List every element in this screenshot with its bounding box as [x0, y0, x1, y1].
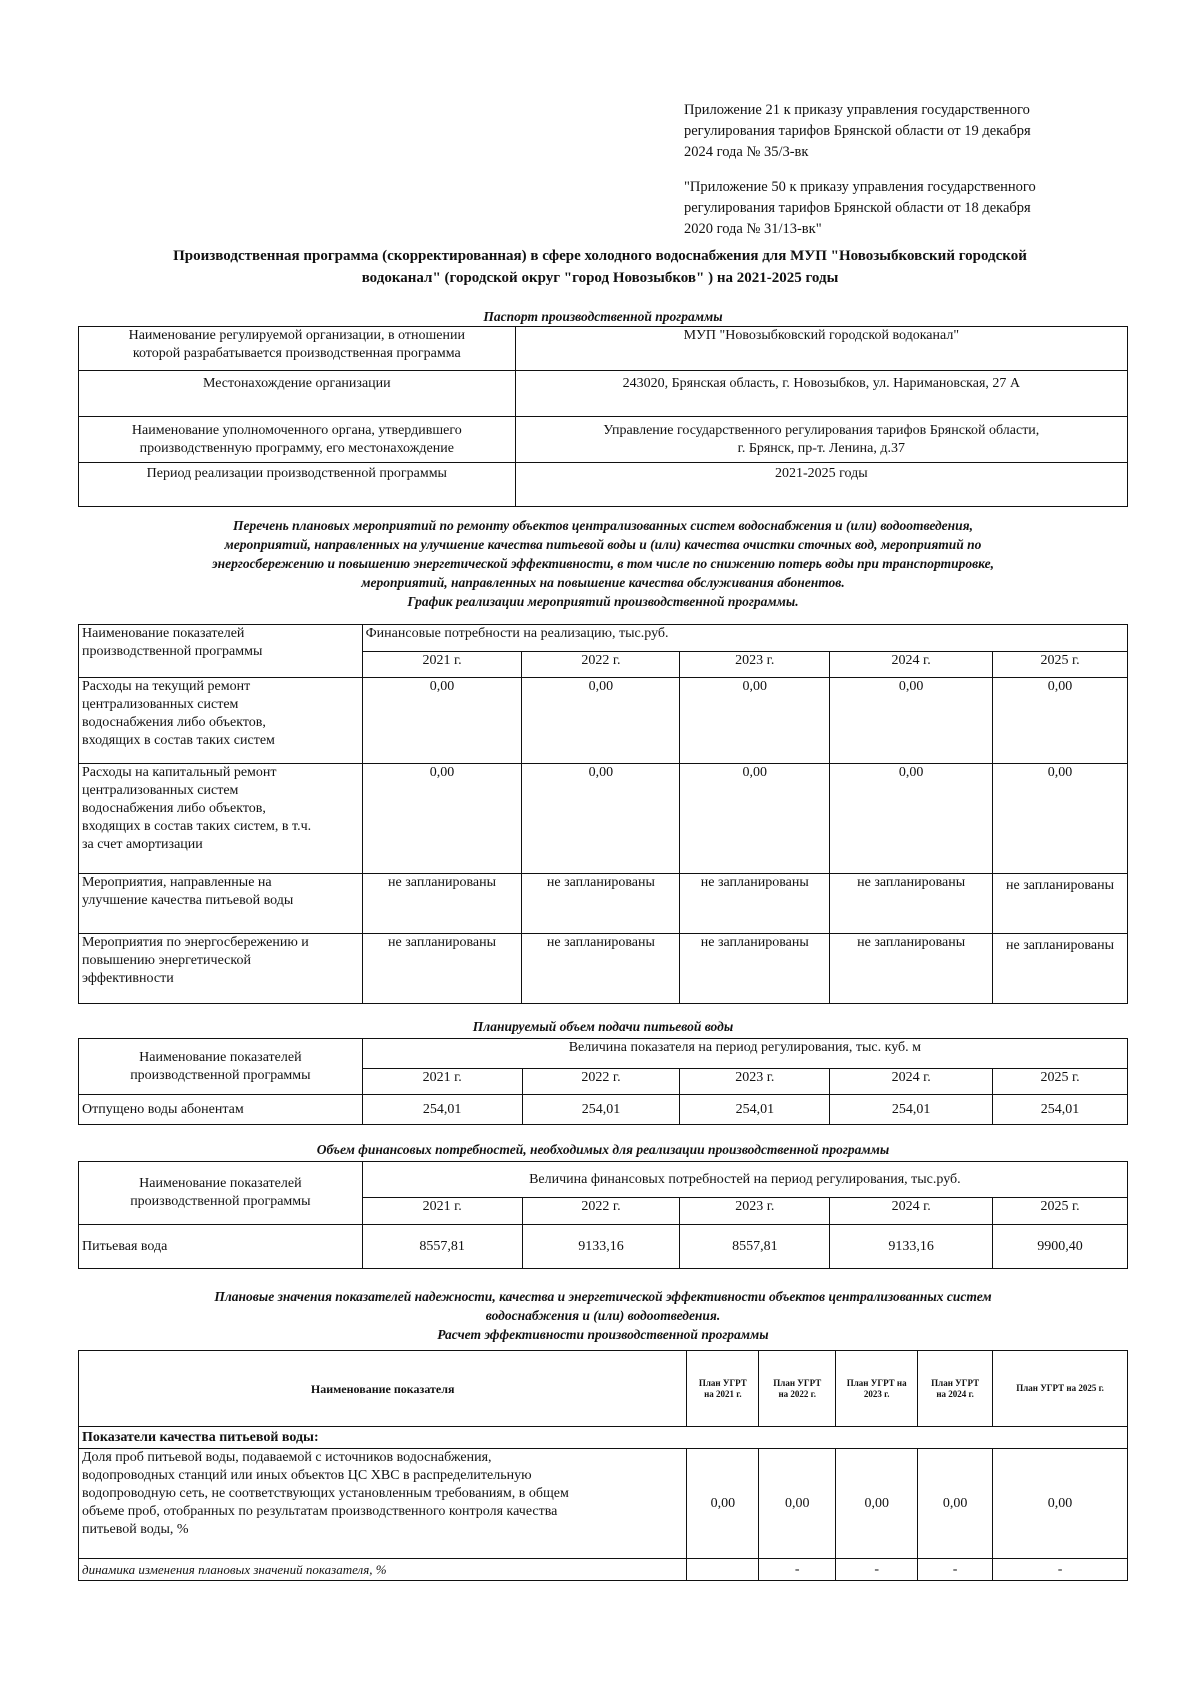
appendix-line: "Приложение 50 к приказу управления государственного [684, 179, 1036, 195]
measures-caption: Перечень плановых мероприятий по ремонту объектов централизованных систем водоснабжения и (или) водоотведения, мероприятий, направленных на улучшение качества питьевой воды и (или) качества очистки сточных вод, мероприятий по энергосбережению и повышению энергетической эффективности, в том числе по снижению потерь воды при транспортировке, мероприятий, направленных на повышение качества обслуживания абонентов. График реализации мероприятий производственной программы. [212, 518, 994, 609]
year-header: 2022 г. [522, 1069, 680, 1095]
passport-table [78, 326, 1128, 507]
table-row [79, 1559, 1128, 1581]
table-row [79, 1427, 1128, 1449]
row-label: Доля проб питьевой воды, подаваемой с источников водоснабжения, водопроводных станций или иных объектов ЦС ХВС в распределительную водопроводную сеть, не соответствующих установленным требованиям, в общем объеме проб, отобранных по результатам производственного контроля качества питьевой воды, % [79, 1449, 687, 1559]
table-header-row [79, 1039, 1128, 1069]
table-row [79, 1449, 1128, 1559]
cell-value: 254,01 [362, 1095, 522, 1125]
cell-value: не запланированы [522, 934, 680, 1004]
row-label: Расходы на капитальный ремонт централизованных систем водоснабжения либо объектов, входящих в состав таких систем, в т.ч. за счет амортизации [79, 764, 363, 874]
cell-value [687, 1559, 759, 1581]
efficiency-table [78, 1350, 1128, 1581]
cell-value: 9133,16 [830, 1225, 993, 1269]
volume-caption: Планируемый объем подачи питьевой воды [472, 1019, 734, 1034]
cell-value: 9133,16 [522, 1225, 680, 1269]
cell-value: не запланированы [362, 934, 522, 1004]
cell-value: 254,01 [993, 1095, 1128, 1125]
table-row [79, 371, 1128, 417]
head-group: Величина финансовых потребностей на период регулирования, тыс.руб. [362, 1162, 1127, 1198]
head-group: Финансовые потребности на реализацию, тыс.руб. [362, 625, 1127, 652]
appendix-line: Приложение 21 к приказу управления государственного [684, 102, 1030, 118]
passport-label: Наименование регулируемой организации, в отношении которой разрабатывается производственная программа [79, 327, 516, 371]
cell-value: не запланированы [830, 934, 993, 1004]
head-label: Наименование показателей производственной программы [79, 1162, 363, 1225]
cell-value: не запланированы [522, 874, 680, 934]
year-header: 2021 г. [362, 652, 522, 678]
cell-value: 8557,81 [680, 1225, 830, 1269]
year-header: 2023 г. [680, 1198, 830, 1225]
cell-value: не запланированы [993, 874, 1128, 934]
title-line: Производственная программа (скорректированная) в сфере холодного водоснабжения для МУП "Новозыбковский городской [173, 248, 1027, 264]
cell-value: 0,00 [687, 1449, 759, 1559]
cell-value: 0,00 [836, 1449, 918, 1559]
appendix-original [684, 177, 1124, 240]
cell-value: - [759, 1559, 836, 1581]
passport-caption: Паспорт производственной программы [483, 309, 723, 324]
measures-table [78, 624, 1128, 1004]
cell-value: - [836, 1559, 918, 1581]
dynamics-label: динамика изменения плановых значений показателя, % [79, 1559, 687, 1581]
cell-value: не запланированы [830, 874, 993, 934]
year-header: 2021 г. [362, 1069, 522, 1095]
cell-value: не запланированы [680, 934, 830, 1004]
cell-value: 0,00 [993, 1449, 1128, 1559]
efficiency-caption: Плановые значения показателей надежности, качества и энергетической эффективности объектов централизованных систем водоснабжения и (или) водоотведения. Расчет эффективности производственной программы [214, 1289, 992, 1342]
cell-value: 0,00 [918, 1449, 993, 1559]
cell-value: 0,00 [993, 678, 1128, 764]
title-line: водоканал" (городской округ "город Новозыбков" ) на 2021-2025 годы [361, 270, 839, 286]
cell-value: 0,00 [830, 764, 993, 874]
table-header-row [79, 1162, 1128, 1198]
year-header: 2024 г. [830, 1198, 993, 1225]
row-label: Мероприятия, направленные на улучшение качества питьевой воды [79, 874, 363, 934]
passport-value: 2021-2025 годы [515, 463, 1127, 507]
cell-value: 0,00 [362, 764, 522, 874]
appendix-line: регулирования тарифов Брянской области от 19 декабря [684, 123, 1031, 139]
cell-value: не запланированы [362, 874, 522, 934]
cell-value: 254,01 [830, 1095, 993, 1125]
table-row [79, 327, 1128, 371]
cell-value: 0,00 [830, 678, 993, 764]
cell-value: - [918, 1559, 993, 1581]
year-header: 2022 г. [522, 1198, 680, 1225]
plan-header: План УГРТ на 2023 г. [836, 1351, 918, 1427]
head-group: Величина показателя на период регулирования, тыс. куб. м [362, 1039, 1127, 1069]
passport-label: Наименование уполномоченного органа, утвердившего производственную программу, его местонахождение [79, 417, 516, 463]
cell-value: 0,00 [680, 678, 830, 764]
passport-value: 243020, Брянская область, г. Новозыбков, ул. Наримановская, 27 А [515, 371, 1127, 417]
cell-value: 9900,40 [993, 1225, 1128, 1269]
year-header: 2021 г. [362, 1198, 522, 1225]
table-header-row [79, 625, 1128, 652]
cell-value: 254,01 [680, 1095, 830, 1125]
finance-caption: Объем финансовых потребностей, необходимых для реализации производственной программы [316, 1142, 890, 1157]
finance-table [78, 1161, 1128, 1269]
row-label: Отпущено воды абонентам [79, 1095, 363, 1125]
appendix-line: 2024 года № 35/3-вк [684, 144, 809, 160]
cell-value: 0,00 [522, 764, 680, 874]
table-row [79, 764, 1128, 874]
plan-header: План УГРТ на 2021 г. [687, 1351, 759, 1427]
passport-value: Управление государственного регулирования тарифов Брянской области, г. Брянск, пр-т. Ленина, д.37 [515, 417, 1127, 463]
year-header: 2023 г. [680, 652, 830, 678]
cell-value: - [993, 1559, 1128, 1581]
document-title [100, 245, 1100, 289]
plan-header: План УГРТ на 2022 г. [759, 1351, 836, 1427]
cell-value: 8557,81 [362, 1225, 522, 1269]
head-label: Наименование показателя [79, 1351, 687, 1427]
volume-table [78, 1038, 1128, 1125]
appendix-line: регулирования тарифов Брянской области от 18 декабря [684, 200, 1031, 216]
passport-value: МУП "Новозыбковский городской водоканал" [515, 327, 1127, 371]
row-label: Расходы на текущий ремонт централизованных систем водоснабжения либо объектов, входящих в состав таких систем [79, 678, 363, 764]
table-header-row [79, 1351, 1128, 1427]
table-row [79, 874, 1128, 934]
head-label: Наименование показателей производственной программы [79, 1039, 363, 1095]
year-header: 2024 г. [830, 1069, 993, 1095]
year-header: 2022 г. [522, 652, 680, 678]
cell-value: не запланированы [680, 874, 830, 934]
row-label: Мероприятия по энергосбережению и повышению энергетической эффективности [79, 934, 363, 1004]
table-row [79, 934, 1128, 1004]
appendix-line: 2020 года № 31/13-вк" [684, 221, 822, 237]
section-label: Показатели качества питьевой воды: [79, 1427, 1128, 1449]
cell-value: 0,00 [759, 1449, 836, 1559]
year-header: 2024 г. [830, 652, 993, 678]
cell-value: 0,00 [680, 764, 830, 874]
table-row [79, 463, 1128, 507]
head-label: Наименование показателей производственной программы [79, 625, 363, 678]
year-header: 2025 г. [993, 1198, 1128, 1225]
row-label: Питьевая вода [79, 1225, 363, 1269]
cell-value: 0,00 [993, 764, 1128, 874]
cell-value: 0,00 [522, 678, 680, 764]
year-header: 2025 г. [993, 652, 1128, 678]
appendix-current [684, 100, 1124, 163]
year-header: 2025 г. [993, 1069, 1128, 1095]
passport-label: Местонахождение организации [79, 371, 516, 417]
cell-value: не запланированы [993, 934, 1128, 1004]
plan-header: План УГРТ на 2025 г. [993, 1351, 1128, 1427]
year-header: 2023 г. [680, 1069, 830, 1095]
table-row [79, 1095, 1128, 1125]
passport-label: Период реализации производственной программы [79, 463, 516, 507]
table-row [79, 1225, 1128, 1269]
plan-header: План УГРТ на 2024 г. [918, 1351, 993, 1427]
table-row [79, 417, 1128, 463]
table-row [79, 678, 1128, 764]
cell-value: 0,00 [362, 678, 522, 764]
cell-value: 254,01 [522, 1095, 680, 1125]
